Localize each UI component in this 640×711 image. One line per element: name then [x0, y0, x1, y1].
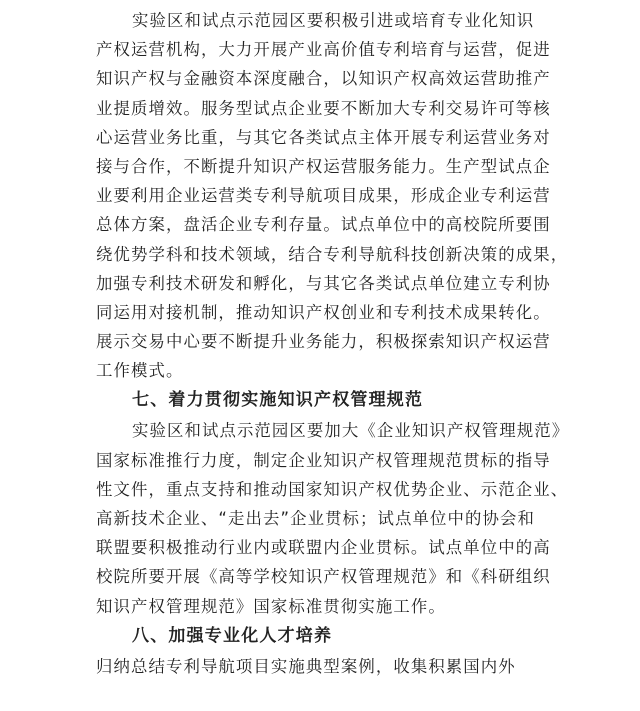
paragraph-talent-training: [96, 652, 560, 681]
text-line: 业要利用企业运营类专利导航项目成果，形成企业专利运营: [96, 186, 551, 206]
text-line: 知识产权与金融资本深度融合，以知识产权高效运营助推产: [96, 69, 551, 89]
paragraph-ip-operation: [96, 6, 569, 385]
text-line: 展示交易中心要不断提升业务能力，积极探索知识产权运营: [96, 332, 551, 352]
text-line: 联盟要积极推动行业内或联盟内企业贯标。试点单位中的高: [96, 538, 551, 558]
text-line: 实验区和试点示范园区要积极引进或培育专业化知识: [132, 11, 535, 30]
section-heading-7: 七、着力贯彻实施知识产权管理规范: [132, 390, 424, 411]
text-line: 同运用对接机制，推动知识产权创业和专利技术成果转化。: [96, 302, 551, 322]
text-line: 接与合作，不断提升知识产权运营服务能力。生产型试点企: [96, 156, 551, 176]
text-line: 高新技术企业、“走出去”企业贯标；试点单位中的协会和: [96, 509, 535, 528]
text-line: 国家标准推行力度，制定企业知识产权管理规范贯标的指导: [96, 450, 551, 470]
section-heading-8: 八、加强专业化人才培养: [132, 625, 333, 646]
text-line: 绕优势学科和技术领域，结合专利导航科技创新决策的成果，: [96, 244, 569, 264]
text-line: 性文件，重点支持和推动国家知识产权优势企业、示范企业、: [96, 479, 569, 499]
text-line: 加强专利技术研发和孵化，与其它各类试点单位建立专利协: [96, 273, 551, 293]
text-line: 总体方案，盘活企业专利存量。试点单位中的高校院所要围: [96, 215, 551, 235]
text-line: 实验区和试点示范园区要加大《企业知识产权管理规范》: [132, 421, 570, 441]
text-line: 心运营业务比重，与其它各类试点主体开展专利运营业务对: [96, 127, 551, 147]
text-line: 业提质增效。服务型试点企业要不断加大专利交易许可等核: [96, 98, 551, 118]
paragraph-management-standards: [96, 416, 570, 620]
text-line: 产权运营机构，大力开展产业高价值专利培育与运营，促进: [96, 40, 551, 60]
document-page: [96, 6, 570, 681]
text-line: 工作模式。: [96, 361, 184, 381]
text-line: 校院所要开展《高等学校知识产权管理规范》和《科研组织: [96, 567, 551, 587]
text-line: 知识产权管理规范》国家标准贯彻实施工作。: [96, 596, 446, 616]
text-line: 归纳总结专利导航项目实施典型案例，收集积累国内外: [96, 656, 516, 676]
